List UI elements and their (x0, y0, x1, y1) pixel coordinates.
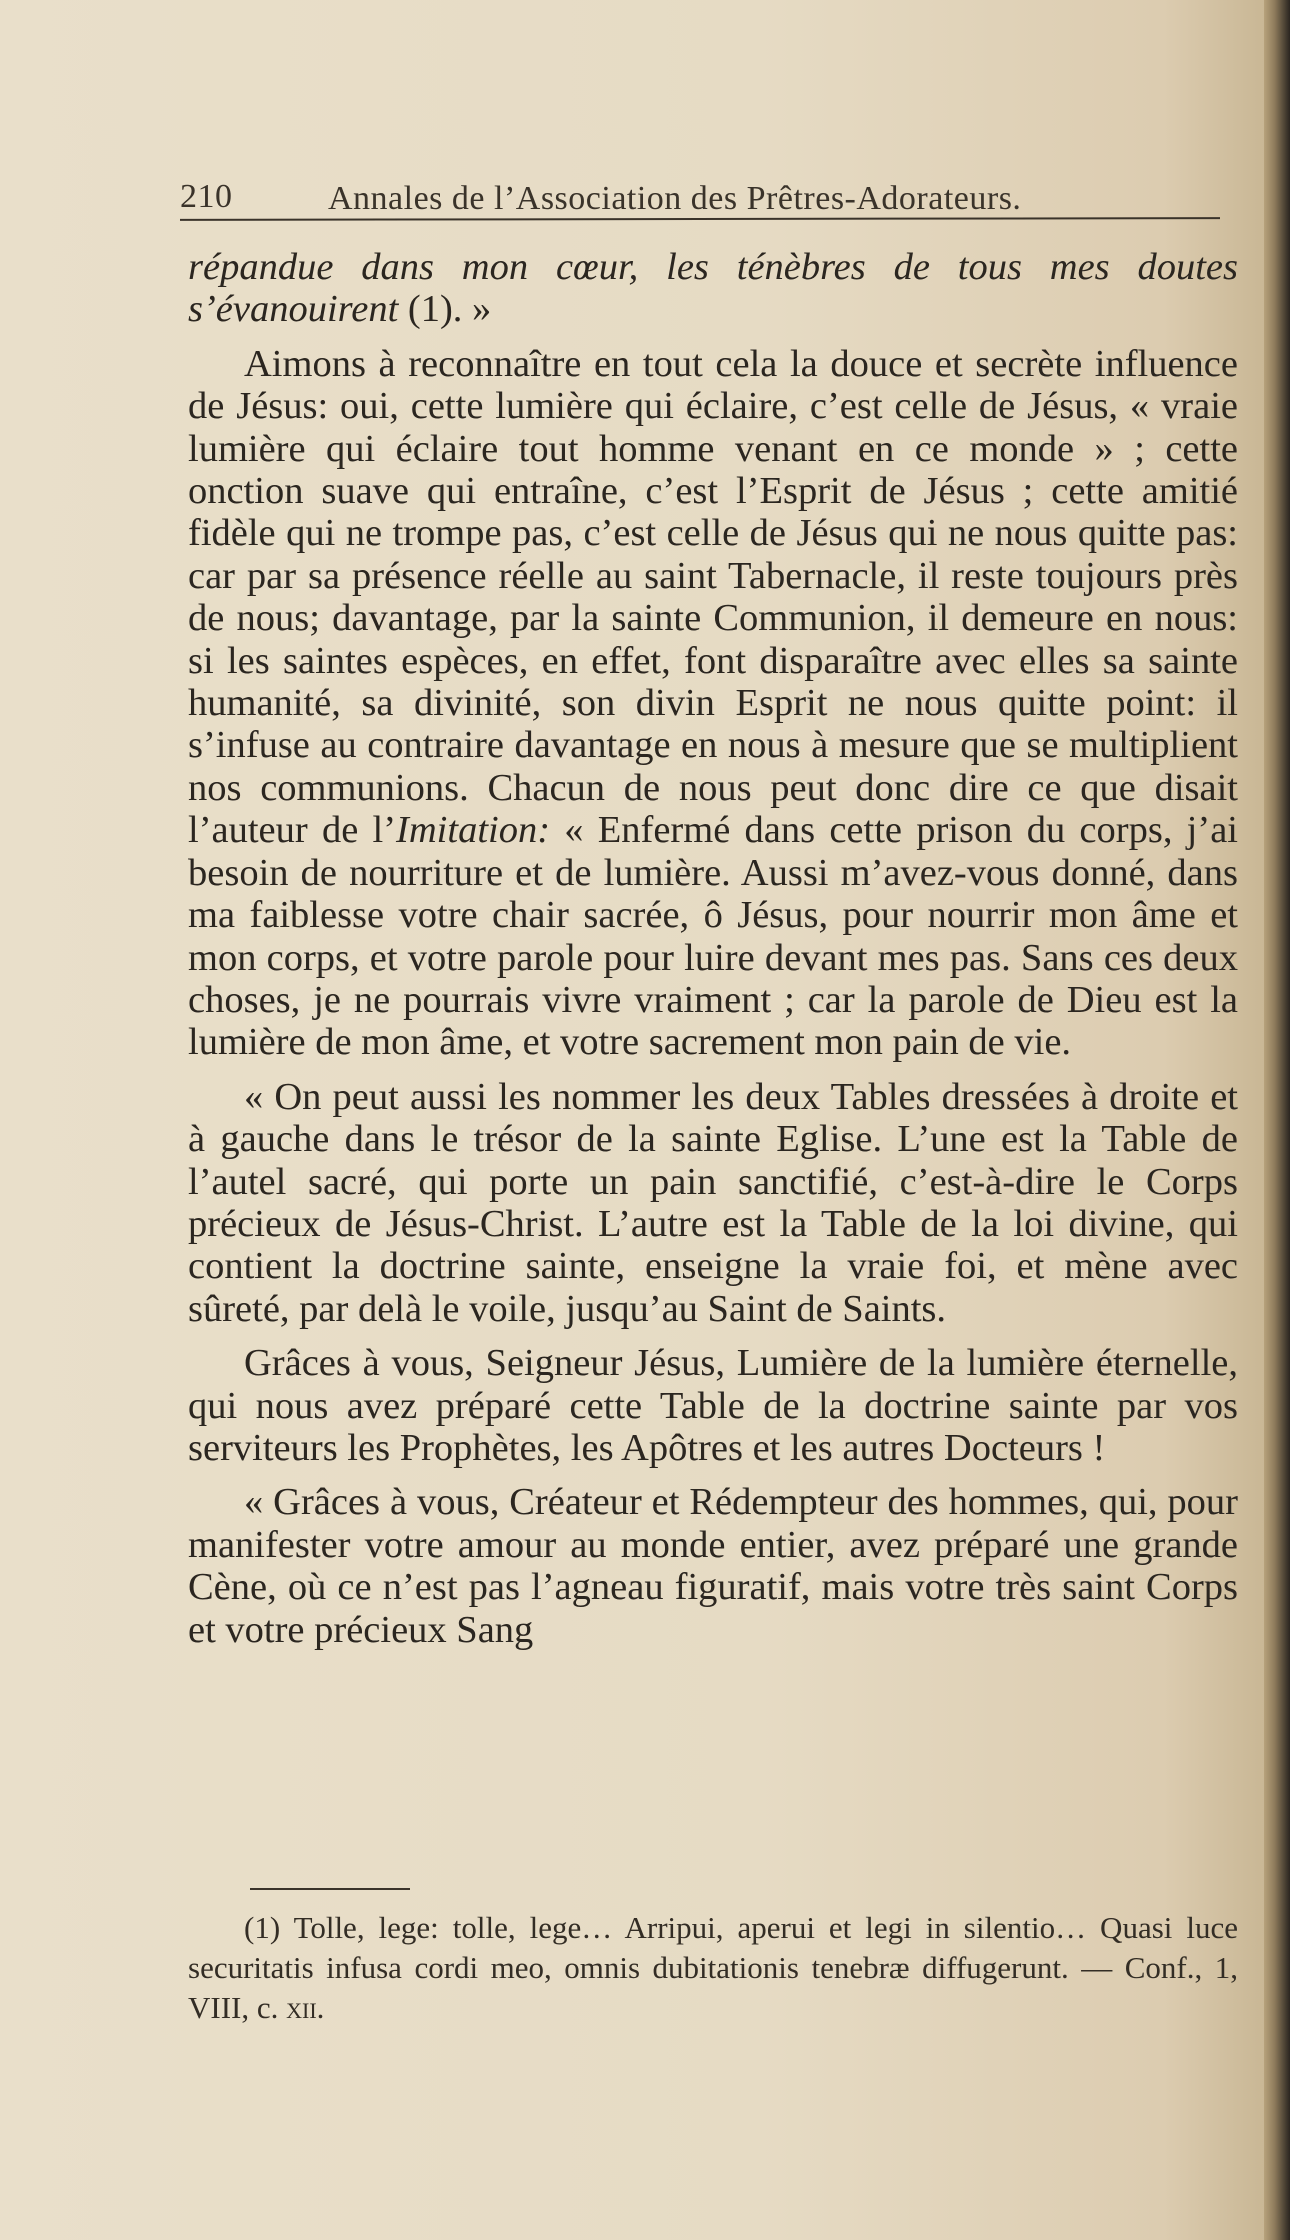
paragraph: « Grâces à vous, Créateur et Rédempteur des hommes, qui, pour manifester votre amour au monde entier, avez préparé une grande Cène, où ce n’est pas l’agneau figuratif, mais votre très saint Corps et votre précieux Sang (188, 1481, 1238, 1651)
footnote-chapter: xii. (286, 1990, 325, 2025)
footnote-text: (1) Tolle, lege: tolle, lege… Arripui, aperui et legi in silentio… Quasi luce securitatis infusa cordi meo, omnis dubitationis tenebræ diffugerunt. — Conf., 1, VIII, c. (188, 1910, 1238, 2025)
paragraph: « On peut aussi les nommer les deux Tables dressées à droite et à gauche dans le trésor de la sainte Eglise. L’une est la Table de l’autel sacré, qui porte un pain sanctifié, c’est-à-dire le Corps précieux de Jésus-Christ. L’autre est la Table de la loi divine, qui contient la doctrine sainte, enseigne la vraie foi, et mène avec sûreté, par delà le voile, jusqu’au Saint de Saints. (188, 1075, 1238, 1330)
page-edge-shadow (1264, 0, 1290, 2240)
paragraph-text: Aimons à reconnaître en tout cela la douce et secrète influence de Jésus: oui, cette lumière qui éclaire, c’est celle de Jésus, « vraie lumière qui éclaire tout homme venant en ce monde » ; cette onction suave qui entraîne, c’est l’Esprit de Jésus ; cette amitié fidèle qui ne trompe pas, c’est celle de Jésus qui ne nous quitte pas: car par sa présence réelle au saint Tabernacle, il reste toujours près de nous; davantage, par la sainte Communion, il demeure en nous: si les saintes espèces, en effet, font disparaître avec elles sa sainte humanité, sa divinité, son divin Esprit ne nous quitte point: il s’infuse au contraire davantage en nous à mesure que se multiplient nos communions. Chacun de nous peut donc dire ce que disait l’auteur de l’ (188, 342, 1238, 852)
running-title: Annales de l’Association des Prêtres-Adorateurs. (328, 180, 1022, 217)
page-number: 210 (180, 178, 233, 215)
paragraph-continued (188, 246, 1238, 331)
footnote-rule (250, 1888, 410, 1890)
italic-title: Imitation: (396, 809, 551, 852)
footnote (188, 1908, 1238, 2028)
paragraph: Grâces à vous, Seigneur Jésus, Lumière de la lumière éternelle, qui nous avez préparé cette Table de la doctrine sainte par vos serviteurs les Prophètes, les Apôtres et les autres Docteurs ! (188, 1342, 1238, 1469)
italic-quote: répandue dans mon cœur, les ténèbres de tous mes doutes s’évanouirent (188, 246, 1238, 331)
main-text (188, 246, 1238, 1663)
paragraph (188, 343, 1238, 1064)
paragraph-text: « Enfermé dans cette prison du corps, j’ai besoin de nourriture et de lumière. Aussi m’avez-vous donné, dans ma faiblesse votre chair sacrée, ô Jésus, pour nourrir mon âme et mon corps, et votre parole pour luire devant mes pas. Sans ces deux choses, je ne pourrais vivre vraiment ; car la parole de Dieu est la lumière de mon âme, et votre sacrement mon pain de vie. (188, 809, 1238, 1064)
footnotes (188, 1908, 1238, 2028)
footnote-reference: (1). » (398, 288, 492, 331)
